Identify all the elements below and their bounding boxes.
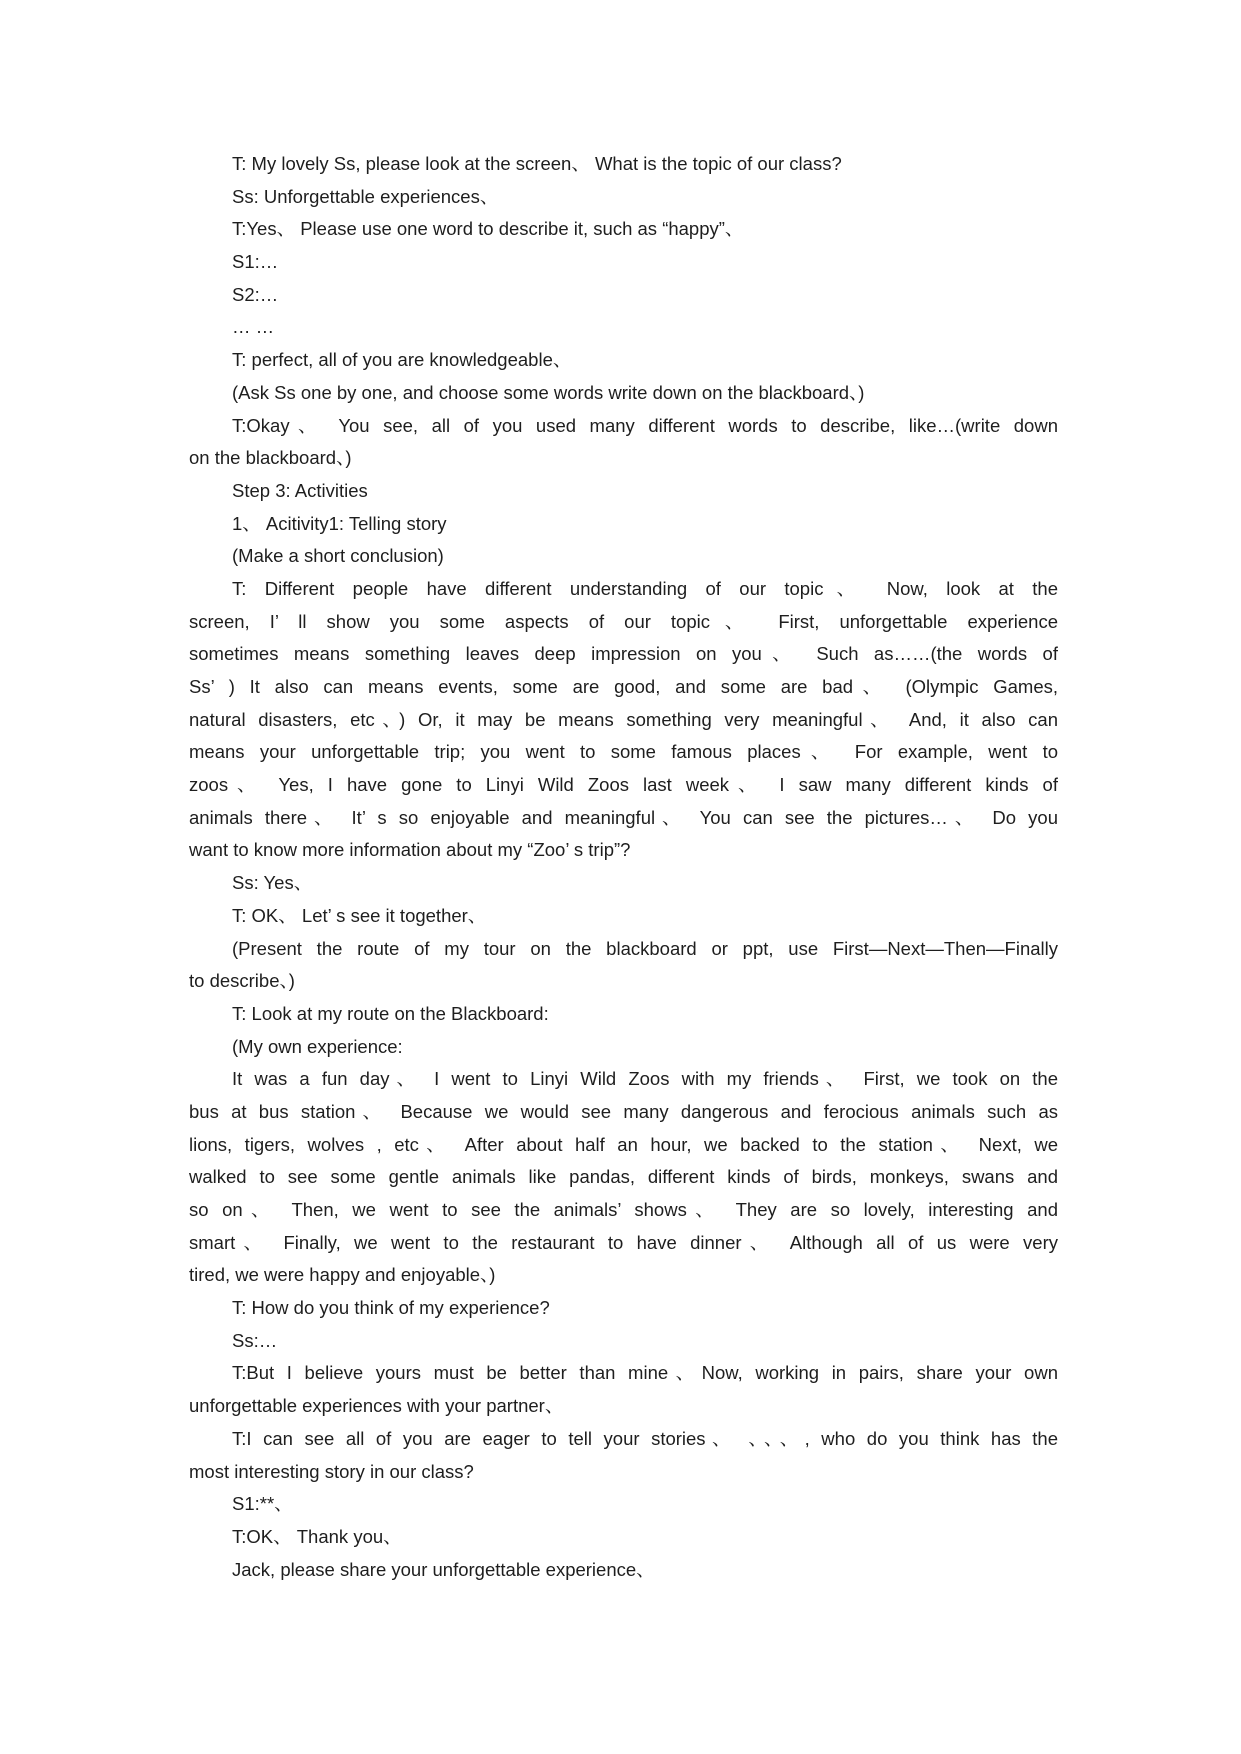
text-line: Step 3: Activities — [232, 479, 368, 501]
paragraph — [189, 1325, 1058, 1358]
text-line: (Make a short conclusion) — [232, 545, 444, 567]
text-line: … … — [232, 316, 275, 338]
text-line: T:OK、 Thank you、 — [232, 1525, 402, 1547]
text-line: want to know more information about my “Zoo’ s trip”? — [189, 839, 631, 861]
text-line: Ss’ ) It also can means events, some are good, and some are bad、 (Olympic Games, — [189, 676, 1058, 697]
text-line: Jack, please share your unforgettable experience、 — [232, 1558, 655, 1580]
text-line: lions, tigers, wolves , etc、 After about half an hour, we backed to the station、 Next, we — [189, 1133, 1058, 1155]
text-line: natural disasters, etc、) Or, it may be means something very meaningful、 And, it also can — [189, 708, 1058, 730]
text-line: unforgettable experiences with your partner、 — [189, 1395, 564, 1417]
text-line: S2:… — [232, 283, 279, 305]
paragraph — [189, 311, 1058, 344]
text-line: walked to see some gentle animals like pandas, different kinds of birds, monkeys, swans and — [189, 1166, 1058, 1188]
paragraph — [189, 344, 1058, 377]
text-line: It was a fun day、 I went to Linyi Wild Zoos with my friends、 First, we took on the — [232, 1068, 1058, 1090]
text-line: Ss: Unforgettable experiences、 — [232, 185, 499, 207]
document-body — [189, 148, 1058, 1586]
paragraph — [189, 410, 1058, 475]
paragraph — [189, 279, 1058, 312]
paragraph — [189, 933, 1058, 998]
paragraph — [189, 1521, 1058, 1554]
paragraph — [189, 377, 1058, 410]
text-line: T: Different people have different understanding of our topic、 Now, look at the — [232, 577, 1058, 599]
paragraph — [189, 900, 1058, 933]
text-line: T:I can see all of you are eager to tell your stories、 、、、, who do you think has the — [232, 1427, 1058, 1449]
paragraph — [189, 1423, 1058, 1488]
paragraph — [189, 1488, 1058, 1521]
text-line: means your unforgettable trip; you went to some famous places、 For example, went to — [189, 741, 1058, 763]
text-line: zoos、 Yes, I have gone to Linyi Wild Zoos last week、 I saw many different kinds of — [189, 774, 1058, 796]
text-line: T: How do you think of my experience? — [232, 1297, 550, 1319]
text-line: Ss:… — [232, 1329, 278, 1351]
text-line: (Present the route of my tour on the blackboard or ppt, use First—Next—Then—Finally — [232, 937, 1058, 959]
text-line: so on、 Then, we went to see the animals’ shows、 They are so lovely, interesting and — [189, 1199, 1058, 1220]
text-line: T: perfect, all of you are knowledgeable、 — [232, 349, 572, 371]
paragraph — [189, 1063, 1058, 1292]
text-line: to describe、) — [189, 970, 295, 992]
text-line: sometimes means something leaves deep impression on you、 Such as……(the words of — [189, 643, 1058, 665]
paragraph — [189, 998, 1058, 1031]
text-line: T: OK、 Let’ s see it together、 — [232, 904, 487, 926]
text-line: on the blackboard、) — [189, 447, 352, 469]
paragraph — [189, 475, 1058, 508]
paragraph — [189, 1357, 1058, 1422]
paragraph — [189, 540, 1058, 573]
text-line: T:But I believe yours must be better than mine、Now, working in pairs, share your own — [232, 1362, 1058, 1384]
text-line: bus at bus station、 Because we would see many dangerous and ferocious animals such as — [189, 1100, 1058, 1122]
paragraph — [189, 148, 1058, 181]
paragraph — [189, 246, 1058, 279]
text-line: T:Yes、 Please use one word to describe it, such as “happy”、 — [232, 218, 744, 240]
paragraph — [189, 573, 1058, 867]
text-line: (Ask Ss one by one, and choose some words write down on the blackboard、) — [232, 381, 865, 403]
text-line: (My own experience: — [232, 1035, 403, 1057]
text-line: smart、 Finally, we went to the restaurant to have dinner、 Although all of us were very — [189, 1231, 1058, 1253]
text-line: T: Look at my route on the Blackboard: — [232, 1002, 549, 1024]
text-line: tired, we were happy and enjoyable、) — [189, 1264, 496, 1286]
text-line: T: My lovely Ss, please look at the screen、 What is the topic of our class? — [232, 153, 842, 174]
paragraph — [189, 1292, 1058, 1325]
paragraph — [189, 508, 1058, 541]
paragraph — [189, 867, 1058, 900]
text-line: most interesting story in our class? — [189, 1460, 474, 1482]
paragraph — [189, 1031, 1058, 1064]
text-line: 1、 Acitivity1: Telling story — [232, 512, 447, 534]
text-line: Ss: Yes、 — [232, 872, 313, 894]
text-line: T:Okay、 You see, all of you used many different words to describe, like…(write down — [232, 414, 1058, 436]
text-line: S1:… — [232, 251, 279, 273]
paragraph — [189, 1554, 1058, 1587]
text-line: S1:**、 — [232, 1493, 293, 1515]
text-line: screen, I’ ll show you some aspects of our topic、 First, unforgettable experience — [189, 610, 1058, 632]
paragraph — [189, 181, 1058, 214]
text-line: animals there、 It’ s so enjoyable and meaningful、 You can see the pictures…、 Do you — [189, 806, 1058, 828]
paragraph — [189, 213, 1058, 246]
